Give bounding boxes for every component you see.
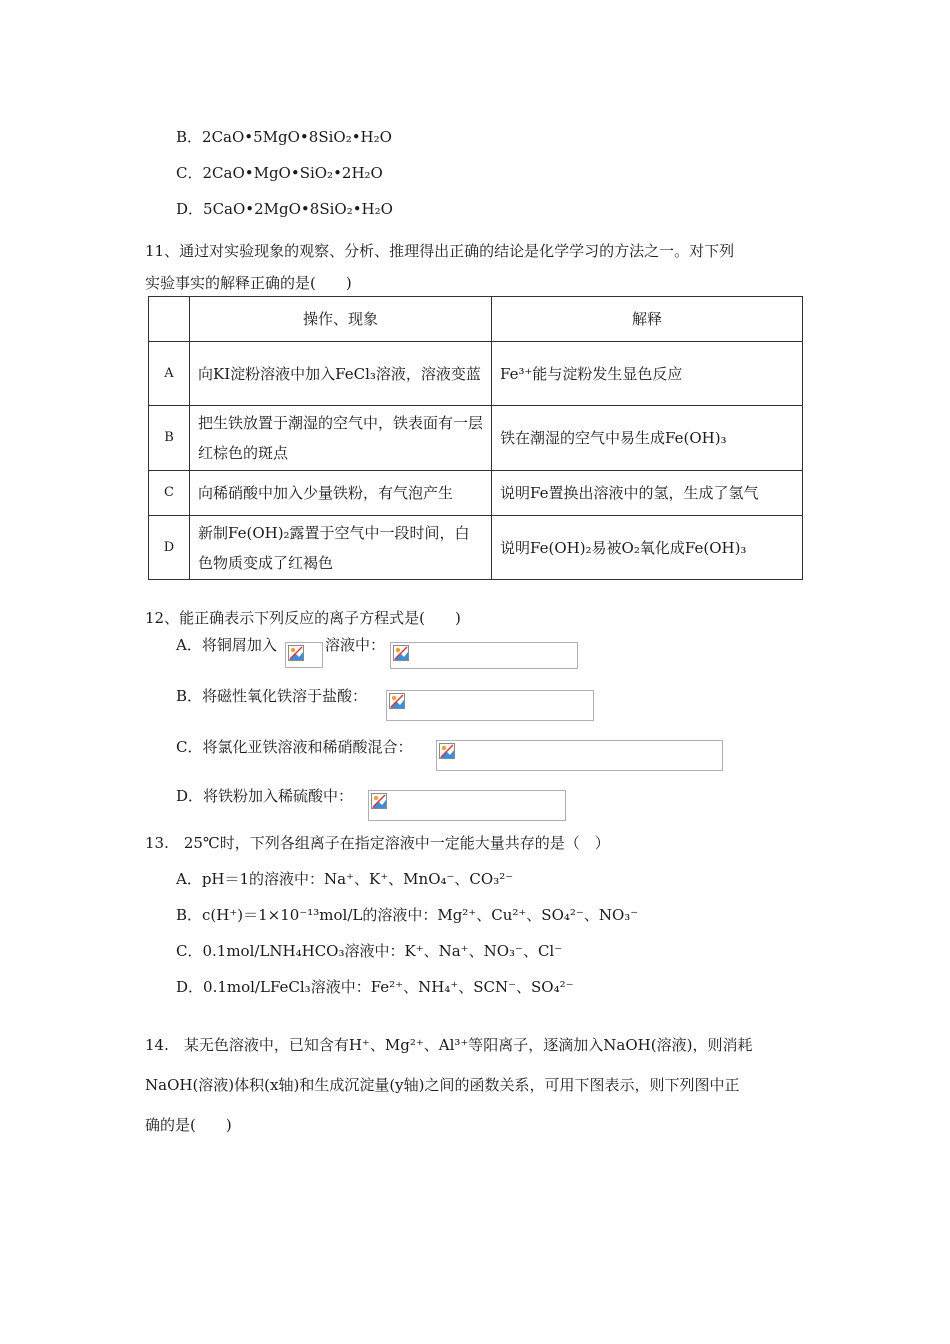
q14-stem-line3: 确的是( ) [145, 1116, 232, 1134]
q14-stem-line2: NaOH(溶液)体积(x轴)和生成沉淀量(y轴)之间的函数关系，可用下图表示，则下列图中正 [145, 1076, 740, 1094]
row-operation: 向KI淀粉溶液中加入FeCl₃溶液，溶液变蓝 [190, 342, 492, 406]
row-key: A [149, 342, 190, 406]
q12-option-a-part1: A．将铜屑加入 [176, 636, 277, 654]
q10-option-b: B．2CaO•5MgO•8SiO₂•H₂O [176, 128, 392, 146]
row-key: B [149, 406, 190, 471]
broken-image-icon [393, 645, 409, 661]
broken-image [436, 740, 723, 771]
broken-image-icon [371, 793, 387, 809]
row-operation: 向稀硝酸中加入少量铁粉，有气泡产生 [190, 471, 492, 516]
table-corner-cell [149, 297, 190, 342]
table-row [149, 342, 803, 406]
q11-table [148, 296, 803, 580]
broken-image [386, 690, 594, 721]
q14-stem-line1: 14. 某无色溶液中，已知含有H⁺、Mg²⁺、Al³⁺等阳离子，逐滴加入NaOH(溶液)，则消耗 [145, 1036, 753, 1054]
q12-stem: 12、能正确表示下列反应的离子方程式是( ) [145, 609, 461, 627]
q12-option-c: C．将氯化亚铁溶液和稀硝酸混合： [176, 738, 413, 756]
table-header-explanation: 解释 [492, 297, 803, 342]
row-key: D [149, 516, 190, 580]
broken-image [368, 790, 566, 821]
q13-option-b: B．c(H⁺)＝1×10⁻¹³mol/L的溶液中：Mg²⁺、Cu²⁺、SO₄²⁻、NO₃⁻ [176, 906, 639, 924]
q11-stem-line2: 实验事实的解释正确的是( ) [145, 274, 352, 292]
row-explanation: Fe³⁺能与淀粉发生显色反应 [492, 342, 803, 406]
q13-option-d: D．0.1mol/LFeCl₃溶液中：Fe²⁺、NH₄⁺、SCN⁻、SO₄²⁻ [176, 978, 574, 996]
table-row [149, 406, 803, 471]
q13-option-a: A．pH＝1的溶液中：Na⁺、K⁺、MnO₄⁻、CO₃²⁻ [176, 870, 514, 888]
broken-image-icon [439, 743, 455, 759]
table-row [149, 516, 803, 580]
row-operation: 把生铁放置于潮湿的空气中，铁表面有一层红棕色的斑点 [190, 406, 492, 471]
q10-option-c: C．2CaO•MgO•SiO₂•2H₂O [176, 164, 383, 182]
broken-image-icon [288, 645, 304, 661]
row-operation: 新制Fe(OH)₂露置于空气中一段时间，白色物质变成了红褐色 [190, 516, 492, 580]
q13-stem: 13. 25℃时，下列各组离子在指定溶液中一定能大量共存的是（ ） [145, 834, 610, 852]
table-row [149, 471, 803, 516]
row-key: C [149, 471, 190, 516]
q12-option-d: D．将铁粉加入稀硫酸中： [176, 787, 354, 805]
table-header-operation: 操作、现象 [190, 297, 492, 342]
q13-option-c: C．0.1mol/LNH₄HCO₃溶液中：K⁺、Na⁺、NO₃⁻、Cl⁻ [176, 942, 563, 960]
broken-image-icon [389, 693, 405, 709]
row-explanation: 说明Fe置换出溶液中的氢，生成了氢气 [492, 471, 803, 516]
row-explanation: 说明Fe(OH)₂易被O₂氧化成Fe(OH)₃ [492, 516, 803, 580]
q12-option-b: B．将磁性氧化铁溶于盐酸： [176, 687, 368, 705]
q10-option-d: D．5CaO•2MgO•8SiO₂•H₂O [176, 200, 393, 218]
q12-option-a-part2: 溶液中： [325, 636, 386, 654]
row-explanation: 铁在潮湿的空气中易生成Fe(OH)₃ [492, 406, 803, 471]
broken-image [285, 642, 323, 668]
q11-stem-line1: 11、通过对实验现象的观察、分析、推理得出正确的结论是化学学习的方法之一。对下列 [145, 242, 735, 260]
broken-image [390, 642, 578, 669]
